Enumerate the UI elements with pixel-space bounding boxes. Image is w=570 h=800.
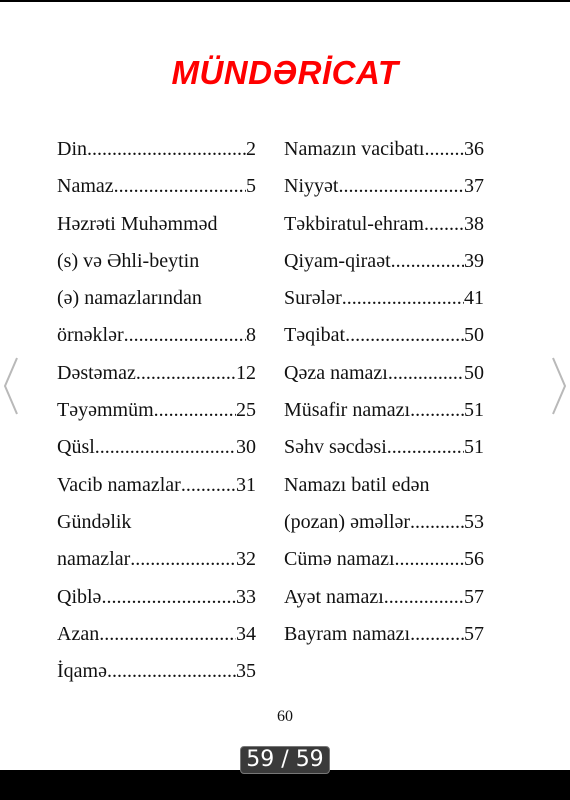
toc-entry [57, 206, 256, 243]
toc-entry [284, 206, 484, 243]
toc-dot-leader [181, 467, 236, 504]
toc-dot-leader [107, 653, 236, 690]
toc-entry [284, 429, 484, 466]
toc-entry [284, 317, 484, 354]
toc-entry-title: Ayət namazı [284, 585, 384, 608]
toc-dot-leader [87, 131, 246, 168]
toc-dot-leader [425, 131, 465, 168]
toc-right-column [284, 131, 484, 653]
toc-entry [57, 168, 256, 205]
toc-dot-leader [136, 355, 236, 392]
toc-entry [57, 392, 256, 429]
toc-entry-page: 12 [236, 361, 256, 384]
toc-entry [57, 653, 256, 690]
toc-entry [57, 317, 256, 354]
toc-entry-title: Gündəlik [57, 510, 132, 533]
toc-entry-page: 2 [246, 138, 256, 160]
toc-entry-title: (s) və Əhli-beytin [57, 249, 200, 272]
toc-entry-page: 25 [236, 399, 256, 422]
toc-dot-leader [95, 429, 236, 466]
toc-entry [57, 504, 256, 541]
toc-entry-page: 39 [464, 249, 484, 272]
toc-entry-page: 51 [464, 399, 484, 422]
toc-entry-title: Namaz [57, 175, 114, 198]
toc-entry [57, 355, 256, 392]
toc-entry [57, 280, 256, 317]
toc-entry-title: namazlar [57, 548, 131, 571]
toc-entry-title: Namazın vacibatı [284, 138, 425, 160]
toc-entry-title: örnəklər [57, 324, 124, 347]
toc-dot-leader [410, 504, 464, 541]
toc-entry-page: 51 [464, 436, 484, 459]
toc-entry-page: 37 [464, 175, 484, 198]
toc-entry [284, 579, 484, 616]
toc-entry [57, 243, 256, 280]
toc-entry-page: 34 [236, 622, 256, 645]
toc-entry-page: 8 [246, 324, 256, 347]
toc-entry [57, 467, 256, 504]
toc-entry-title: Səhv səcdəsi [284, 436, 387, 459]
toc-entry-page: 57 [464, 585, 484, 608]
toc-entry-title: Həzrəti Muhəmməd [57, 212, 218, 235]
toc-dot-leader [154, 392, 236, 429]
toc-entry-page: 5 [246, 175, 256, 198]
toc-dot-leader [424, 206, 464, 243]
toc-entry-title: Azan [57, 622, 100, 645]
toc-entry-page: 50 [464, 324, 484, 347]
toc-entry-title: Niyyət [284, 175, 339, 198]
chevron-right-icon [550, 356, 568, 416]
page-number: 60 [277, 708, 293, 725]
toc-entry-title: Surələr [284, 287, 342, 310]
toc-entry-title: Qiyam-qiraət [284, 249, 391, 272]
book-page [0, 2, 570, 770]
toc-entry-page: 53 [464, 510, 484, 533]
toc-entry-page: 30 [236, 436, 256, 459]
toc-entry-title: Müsafir namazı [284, 399, 411, 422]
toc-entry-title: Bayram namazı [284, 622, 411, 645]
toc-entry [284, 131, 484, 168]
toc-entry-page: 31 [236, 473, 256, 496]
toc-dot-leader [130, 541, 236, 578]
toc-dot-leader [99, 616, 236, 653]
toc-left-column [57, 131, 256, 690]
toc-dot-leader [410, 616, 464, 653]
toc-entry [284, 616, 484, 653]
toc-entry-title: Təyəmmüm [57, 399, 154, 422]
toc-entry [57, 131, 256, 168]
toc-entry-title: Cümə namazı [284, 548, 395, 571]
toc-dot-leader [410, 392, 464, 429]
toc-entry [284, 355, 484, 392]
toc-dot-leader [338, 168, 464, 205]
previous-page-button[interactable] [2, 356, 20, 416]
toc-dot-leader [345, 317, 464, 354]
toc-entry [57, 541, 256, 578]
toc-dot-leader [387, 429, 464, 466]
toc-entry-page: 50 [464, 361, 484, 384]
toc-entry [57, 616, 256, 653]
toc-entry [284, 504, 484, 541]
toc-entry [284, 243, 484, 280]
toc-entry-title: Təkbiratul-ehram [284, 212, 424, 235]
toc-entry [57, 429, 256, 466]
toc-entry-page: 32 [236, 548, 256, 571]
toc-entry-title: Dəstəmaz [57, 361, 136, 384]
toc-entry [284, 168, 484, 205]
toc-entry-title: Təqibat [284, 324, 346, 347]
page-title: MÜNDƏRİCAT [171, 54, 399, 91]
toc-entry [284, 541, 484, 578]
toc-entry-title: (pozan) əməllər [284, 510, 411, 533]
toc-entry [284, 280, 484, 317]
toc-entry-page: 56 [464, 548, 484, 571]
toc-entry-title: Din [57, 138, 87, 160]
toc-dot-leader [384, 579, 464, 616]
toc-entry-title: Qiblə [57, 585, 102, 608]
toc-entry-title: Namazı batil edən [284, 473, 430, 496]
toc-entry-page: 36 [464, 138, 484, 160]
chevron-left-icon [2, 356, 20, 416]
toc-entry-page: 35 [236, 660, 256, 683]
toc-dot-leader [391, 243, 464, 280]
page-counter: 59 / 59 [240, 746, 330, 774]
toc-entry-page: 57 [464, 622, 484, 645]
toc-entry-page: 33 [236, 585, 256, 608]
toc-entry [284, 392, 484, 429]
toc-entry-title: Qüsl [57, 436, 95, 459]
toc-dot-leader [342, 280, 464, 317]
toc-entry-title: Qəza namazı [284, 361, 388, 384]
toc-entry [57, 579, 256, 616]
toc-dot-leader [124, 317, 246, 354]
toc-entry-title: Vacib namazlar [57, 473, 181, 496]
toc-dot-leader [395, 541, 464, 578]
toc-entry [284, 467, 484, 504]
toc-entry-page: 38 [464, 212, 484, 235]
toc-dot-leader [388, 355, 464, 392]
toc-entry-page: 41 [464, 287, 484, 310]
toc-entry-title: (ə) namazlarından [57, 287, 202, 310]
next-page-button[interactable] [550, 356, 568, 416]
toc-entry-title: İqamə [57, 660, 107, 683]
toc-dot-leader [114, 168, 246, 205]
toc-dot-leader [101, 579, 236, 616]
